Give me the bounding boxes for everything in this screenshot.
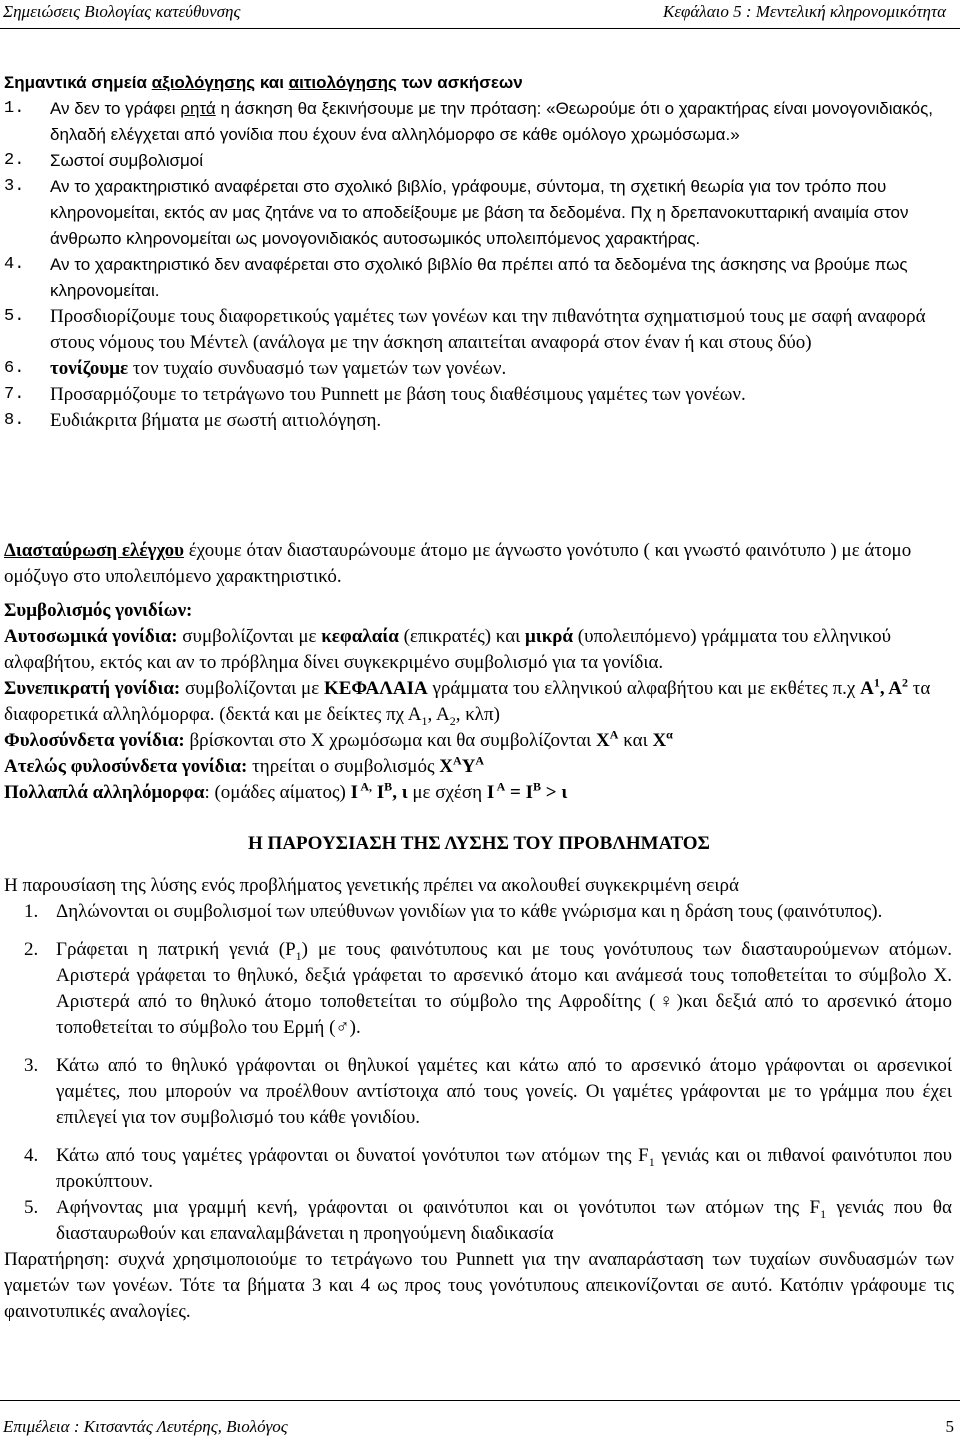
symbols-title: Συμβολισμός γονιδίων: bbox=[4, 600, 193, 621]
incomplete-x-linked-genes: Ατελώς φυλοσύνδετα γονίδια: τηρείται ο συμβολισμός $X^A\Upsilon^A$ bbox=[4, 753, 485, 777]
list-item: 2. Σωστοί συμβολισμοί bbox=[4, 151, 203, 170]
step-item: 1. Δηλώνονται οι συμβολισμοί των υπεύθυνων γονιδίων για το κάθε γνώρισμα και η δράση τους (φαινότυπος). bbox=[24, 901, 883, 922]
codominant-genes: Συνεπικρατή γονίδια: συμβολίζονται με ΚΕΦΑΛΑΙΑ γράμματα του ελληνικού αλφαβήτου και με εκθέτες π.χ $A^1$, $A^2$ τα διαφορετικά αλληλόμορφα. (δεκτά και με δείκτες πχ $A_1$, $A_2$, κλπ) bbox=[4, 675, 931, 728]
presentation-section bbox=[4, 873, 954, 1325]
list-item: 4. Αν το χαρακτηριστικό δεν αναφέρεται στο σχολικό βιβλίο θα πρέπει από τα δεδομένα της άσκησης να βρούμε πως κληρονομείται. bbox=[4, 255, 908, 300]
step-item: 4. Κάτω από τους γαμέτες γράφονται οι δυνατοί γονότυποι των ατόμων της $F_1$ γενιάς και οι πιθανοί φαινότυποι που προκύπτουν. bbox=[24, 1145, 952, 1192]
header-right: Κεφάλαιο 5 : Μεντελική κληρονομικότητα bbox=[662, 2, 946, 21]
autosomal-genes: Αυτοσωμικά γονίδια: συμβολίζονται με κεφαλαία (επικρατές) και μικρά (υπολειπόμενο) γράμματα του ελληνικού αλφαβήτου, εκτός και αν το πρόβλημα δίνει συγκεκριμένο συμβολισμό για τα γονίδια. bbox=[4, 626, 892, 673]
symbols-section bbox=[4, 598, 954, 806]
list-item: 1. Αν δεν το γράφει ρητά η άσκηση θα ξεκινήσουμε με την πρόταση: «Θεωρούμε ότι ο χαρακτήρας είναι μονογονιδιακός, δηλαδή ελέγχεται από γονίδια που έχουν ένα αλληλόμορφο σε κάθε ομόλογο χρωμόσωμα.» bbox=[4, 99, 934, 144]
step-item: 5. Αφήνοντας μια γραμμή κενή, γράφονται οι φαινότυποι και οι γονότυποι των ατόμων της $F_1$ γενιάς που θα διασταυρωθούν και επαναλαμβάνεται η προηγούμενη διαδικασία bbox=[24, 1197, 952, 1244]
presentation-title: Η ΠΑΡΟΥΣΙΑΣΗ ΤΗΣ ΛΥΣΗΣ ΤΟΥ ΠΡΟΒΛΗΜΑΤΟΣ bbox=[248, 833, 710, 854]
list-item: 6. τονίζουμε τον τυχαίο συνδυασμό των γαμετών των γονέων. bbox=[4, 358, 507, 379]
presentation-intro: Η παρουσίαση της λύσης ενός προβλήματος γενετικής πρέπει να ακολουθεί συγκεκριμένη σειρά bbox=[4, 875, 739, 896]
list-item: 3. Αν το χαρακτηριστικό αναφέρεται στο σχολικό βιβλίο, γράφουμε, σύντομα, τη σχετική θεωρία για τον τρόπο που κληρονομείται, εκτός αν μας ζητάνε να το αποδείξουμε με βάση τα δεδομένα. Πχ η δρεπανοκυτταρική αναιμία στον άνθρωπο κληρονομείται ως μονογονιδιακός αυτοσωμικός υπολειπόμενος χαρακτήρας. bbox=[4, 177, 909, 248]
header-left: Σημειώσεις Βιολογίας κατεύθυνσης bbox=[3, 2, 241, 21]
page-footer bbox=[0, 1400, 960, 1441]
important-section bbox=[4, 70, 954, 434]
testcross-paragraph: Διασταύρωση ελέγχου έχουμε όταν διασταυρώνουμε άτομο με άγνωστο γονότυπο ( και γνωστό φαινότυπο ) με άτομο ομόζυγο στο υπολειπόμενο χαρακτηριστικό. bbox=[4, 540, 912, 587]
list-item: 7. Προσαρμόζουμε το τετράγωνο του Punnett με βάση τους διαθέσιμους γαμέτες των γονέων. bbox=[4, 384, 746, 405]
footer-author: Επιμέλεια : Κιτσαντάς Λευτέρης, Βιολόγος bbox=[3, 1417, 288, 1436]
note-paragraph: Παρατήρηση: συχνά χρησιμοποιούμε το τετράγωνο του Punnett για την αναπαράσταση των τυχαίων συνδυασμών των γαμετών των γονέων. Τότε τα βήματα 3 και 4 ως προς τους γονότυπους απεικονίζονται σε αυτό. Κατόπιν γράφουμε τις φαινοτυπικές αναλογίες. bbox=[4, 1249, 954, 1322]
list-item: 8. Ευδιάκριτα βήματα με σωστή αιτιολόγηση. bbox=[4, 410, 382, 431]
page-header bbox=[0, 0, 960, 29]
page-number: 5 bbox=[945, 1417, 954, 1436]
step-item: 3. Κάτω από το θηλυκό γράφονται οι θηλυκοί γαμέτες και κάτω από το αρσενικό άτομο γράφονται οι αρσενικοί γαμέτες, που μπορούν να προέλθουν αντίστοιχα από τους γονείς. Οι γαμέτες γράφονται με το γράμμα που έχει επιλεγεί για τον συμβολισμό του κάθε γονιδίου. bbox=[24, 1055, 952, 1128]
multiple-alleles: Πολλαπλά αλληλόμορφα: (ομάδες αίματος) Ι $^{A,}$ $I^B$, ι με σχέση Ι $^A = I^B > \iota$ bbox=[4, 779, 568, 803]
list-item: 5. Προσδιορίζουμε τους διαφορετικούς γαμέτες των γονέων και την πιθανότητα σχηματισμού τους με σαφή αναφορά στους νόμους του Μέντελ (ανάλογα με την άσκηση απαιτείται αναφορά στον έναν ή και στους δύο) bbox=[4, 306, 926, 353]
important-title: Σημαντικά σημεία αξιολόγησης και αιτιολόγησης των ασκήσεων bbox=[4, 73, 523, 92]
step-item: 2. Γράφεται η πατρική γενιά $(P_1)$ με τους φαινότυπους και με τους γονότυπους των διασταυρούμενων ατόμων. Αριστερά γράφεται το θηλυκό, δεξιά γράφεται το αρσενικό άτομο και ανάμεσά τους τοποθετείται το σύμβολο Χ. Αριστερά από το θηλυκό άτομο τοποθετείται το σύμβολο της Αφροδίτης (♀)και δεξιά από το αρσενικό άτομο τοποθετείται το σύμβολο του Ερμή (♂). bbox=[24, 939, 952, 1038]
x-linked-genes: Φυλοσύνδετα γονίδια: βρίσκονται στο Χ χρωμόσωμα και θα συμβολίζονται $X^A$ και $X^\alpha$ bbox=[4, 727, 673, 751]
